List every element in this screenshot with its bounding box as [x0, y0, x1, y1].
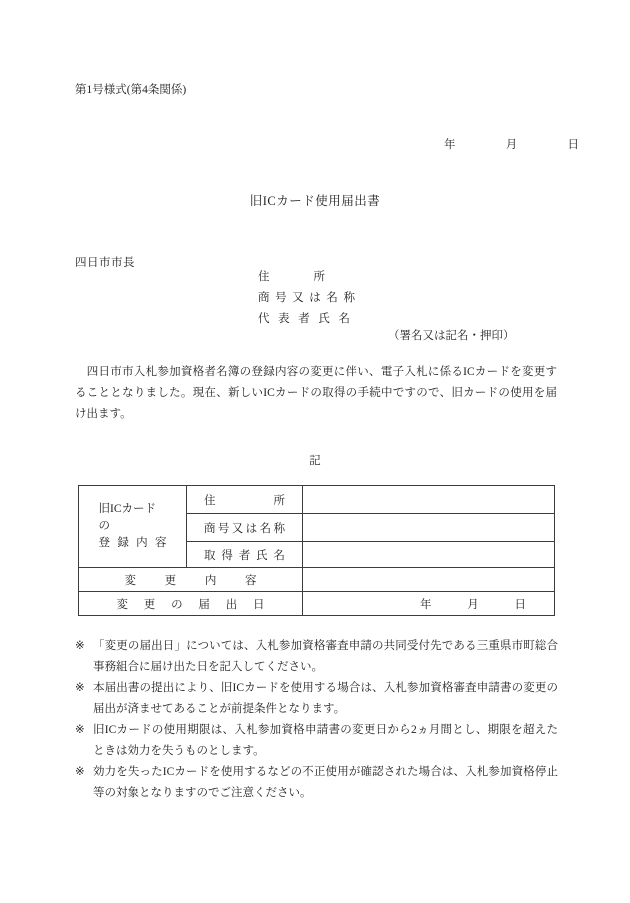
address-label-cell	[187, 486, 303, 514]
company-label: 商 号 又 は 名 称	[204, 522, 285, 535]
section-marker: 記	[309, 455, 321, 467]
form-number: 第1号様式(第4条関係)	[75, 84, 187, 96]
note-text: 効力を失ったICカードを使用するなどの不正使用が確認された場合は、入札参加資格停止等の対象となりますのでご注意ください。	[93, 766, 558, 799]
note-marker: ※	[75, 682, 85, 694]
note-item-1	[75, 636, 558, 678]
note-item-3	[75, 720, 558, 762]
registration-table	[78, 485, 555, 616]
date-day-label: 日	[567, 139, 579, 151]
seal-note: （署名又は記名・押印）	[388, 330, 515, 342]
group-label-cell	[79, 486, 187, 568]
date-year-label: 年	[444, 139, 456, 151]
declarant-address-label: 住 所	[258, 271, 325, 283]
company-label-cell	[187, 514, 303, 542]
declarant-company-label: 商 号 又 は 名 称	[258, 292, 355, 304]
acquirer-value-cell	[303, 542, 555, 568]
note-marker: ※	[75, 724, 85, 736]
change-content-label-cell	[79, 568, 303, 592]
note-item-4	[75, 762, 558, 804]
report-date-day-label: 日	[514, 598, 526, 611]
change-content-value-cell	[303, 568, 555, 592]
note-marker: ※	[75, 766, 85, 778]
date-month-label: 月	[505, 139, 518, 151]
declarant-block	[258, 267, 355, 330]
table-row-report-date	[79, 592, 555, 616]
report-date-month-label: 月	[467, 598, 479, 611]
acquirer-label-cell	[187, 542, 303, 568]
report-date-value-cell	[303, 592, 555, 616]
table-row-address	[79, 486, 555, 514]
page-title: 旧ICカード使用届出書	[249, 194, 381, 208]
table-row-change-content	[79, 568, 555, 592]
company-value-cell	[303, 514, 555, 542]
recipient-name: 四日市市長	[75, 257, 135, 269]
note-text: 旧ICカードの使用期限は、入札参加資格申請書の変更日から2ヵ月間とし、期限を超えたときは効力を失うものとします。	[93, 724, 558, 757]
acquirer-label: 取 得 者 氏 名	[204, 549, 285, 562]
date-line	[444, 136, 579, 152]
note-marker: ※	[75, 640, 85, 652]
report-date-year-label: 年	[420, 598, 432, 611]
report-date-label-cell	[79, 592, 303, 616]
change-content-label: 変 更 内 容	[124, 574, 257, 587]
address-label: 住 所	[204, 494, 285, 507]
group-label-line1: 旧ICカードの	[98, 503, 156, 532]
note-item-2	[75, 678, 558, 720]
note-text: 本届出書の提出により、旧ICカードを使用する場合は、入札参加資格審査申請書の変更の届出が済ませてあることが前提条件となります。	[93, 682, 558, 715]
notes-list	[75, 636, 558, 804]
report-date-label: 変 更 の 届 出 日	[116, 598, 265, 611]
address-value-cell	[303, 486, 555, 514]
note-text: 「変更の届出日」については、入札参加資格審査申請の共同受付先である三重県市町総合事務組合に届け出た日を記入してください。	[93, 640, 558, 673]
declarant-representative-label: 代 表 者 氏 名	[258, 313, 350, 325]
group-label-line2: 登 録 内 容	[98, 537, 167, 549]
body-paragraph: 四日市市入札参加資格者名簿の登録内容の変更に伴い、電子入札に係るICカードを変更することとなりました。現在、新しいICカードの取得の手続中ですので、旧カードの使用を届け出ます。	[75, 366, 557, 420]
